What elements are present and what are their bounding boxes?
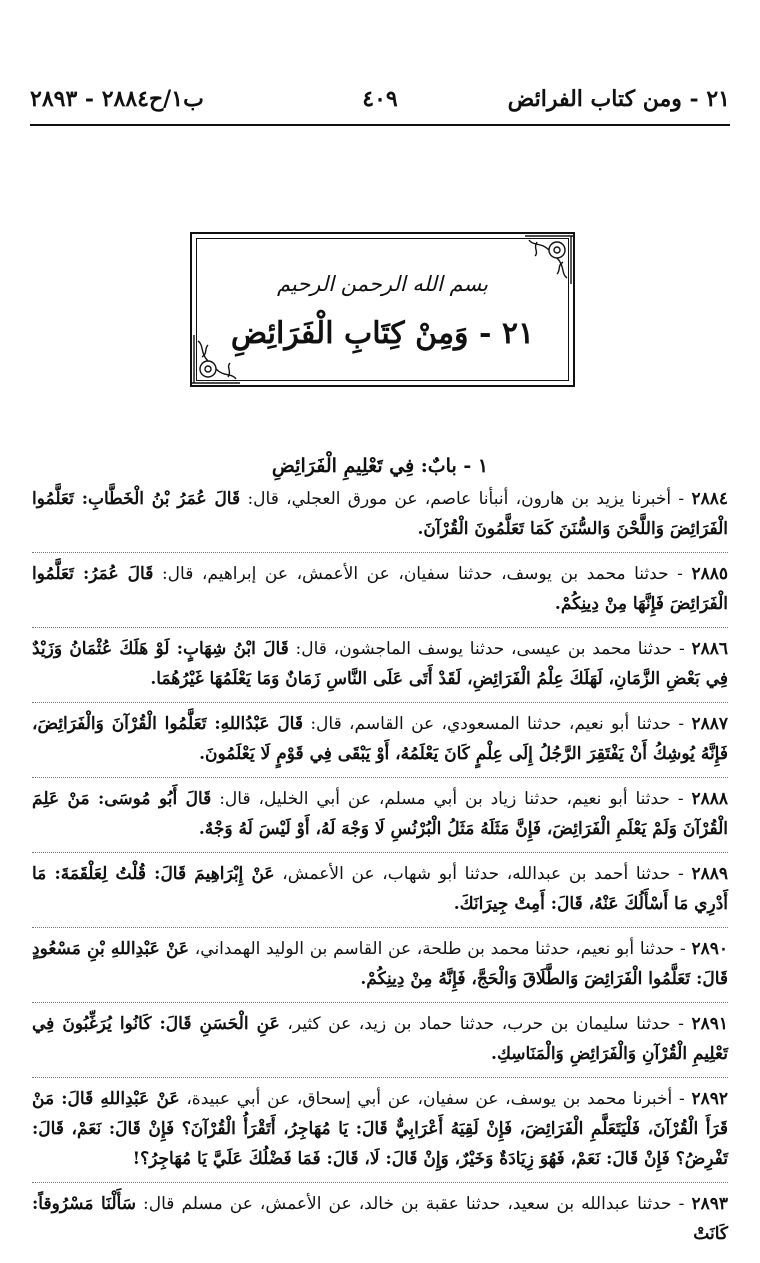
chapter-title-box [190,232,575,387]
hadith-isnad: حدثنا سليمان بن حرب، حدثنا حماد بن زيد، عن كثير، [287,1014,671,1034]
basmala: بسم الله الرحمن الرحيم [276,272,489,296]
hadith-entry: ٢٨٩٢ - أخبرنا محمد بن يوسف، عن سفيان، عن أبي إسحاق، عن أبي عبيدة، عَنْ عَبْدِاللهِ قَالَ: مَنْ قَرَأَ الْقُرْآنَ، فَلْيَتَعَلَّمِ الْفَرَائِضَ، فَإِنْ لَقِيَهُ أَعْرَابِيٌّ قَالَ: يَا مُهَاجِرُ، أَتَقْرَأُ الْقُرْآنَ؟ فَإِنْ قَالَ: نَعَمْ، قَالَ: تَفْرِضُ؟ فَإِنْ قَالَ: نَعَمْ، فَهُوَ زِيَادَةٌ وَخَيْرٌ، وَإِنْ قَالَ: لَا، قَالَ: فَمَا فَضْلُكَ عَلَيَّ يَا مُهَاجِرُ؟! [32,1084,728,1183]
hadith-number: ٢٨٨٦ [691,639,728,659]
hadith-isnad: حدثنا أبو نعيم، حدثنا المسعودي، عن القاسم، قال: [310,714,672,734]
hadith-list [32,484,728,1263]
hadith-entry: ٢٨٨٦ - حدثنا محمد بن عيسى، حدثنا يوسف الماجشون، قال: قَالَ ابْنُ شِهَابٍ: لَوْ هَلَكَ عُثْمَانُ وَزَيْدٌ فِي بَعْضِ الزَّمَانِ، لَهَلَكَ عِلْمُ الْفَرَائِضِ، لَقَدْ أَتَى عَلَى النَّاسِ زَمَانٌ وَمَا يَعْلَمُهَا غَيْرُهُمَا. [32,634,728,703]
chapter-title: ٢١ - وَمِنْ كِتَابِ الْفَرَائِضِ [230,316,535,351]
hadith-isnad: حدثنا عبدالله بن سعيد، حدثنا عقبة بن خالد، عن الأعمش، عن مسلم قال: [143,1194,672,1214]
hadith-number: ٢٨٨٧ [691,714,729,734]
hadith-matn: عَنْ عَبْدِاللهِ بْنِ مَسْعُودٍ قَالَ: تَعَلَّمُوا الْفَرَائِضَ وَالطَّلَاقَ وَالْحَجَّ، فَإِنَّهُ مِنْ دِينِكُمْ. [32,939,728,989]
hadith-entry: ٢٨٨٨ - حدثنا أبو نعيم، حدثنا زياد بن أبي مسلم، عن أبي الخليل، قال: قَالَ أَبُو مُوسَى: مَنْ عَلِمَ الْقُرْآنَ وَلَمْ يَعْلَمِ الْفَرَائِضَ، فَإِنَّ مَثَلَهُ مَثَلُ الْبُرْنُسِ لَا وَجْهَ لَهُ، أَوْ لَيْسَ لَهُ وَجْهٌ. [32,784,728,853]
hadith-isnad: حدثنا أبو نعيم، حدثنا زياد بن أبي مسلم، عن أبي الخليل، قال: [219,789,670,809]
hadith-entry: ٢٨٨٥ - حدثنا محمد بن يوسف، حدثنا سفيان، عن الأعمش، عن إبراهيم، قال: قَالَ عُمَرُ: تَعَلَّمُوا الْفَرَائِضَ فَإِنَّهَا مِنْ دِينِكُمْ. [32,559,728,628]
hadith-number: ٢٨٩١ [691,1014,729,1034]
hadith-entry: ٢٨٩٣ - حدثنا عبدالله بن سعيد، حدثنا عقبة بن خالد، عن الأعمش، عن مسلم قال: سَأَلْنَا مَسْرُوقاً: كَانَتْ [32,1194,728,1244]
hadith-isnad: أخبرنا محمد بن يوسف، عن سفيان، عن أبي إسحاق، عن أبي عبيدة، [186,1089,673,1109]
hadith-number: ٢٨٩٢ [691,1089,728,1109]
running-head-chapter: ٢١ - ومن كتاب الفرائض [507,86,730,112]
hadith-matn: سَأَلْنَا مَسْرُوقاً: كَانَتْ [32,1194,728,1244]
hadith-isnad: حدثنا محمد بن عيسى، حدثنا يوسف الماجشون، قال: [295,639,673,659]
hadith-isnad: حدثنا أبو نعيم، حدثنا محمد بن طلحة، عن القاسم بن الوليد الهمداني، [194,939,675,959]
hadith-number: ٢٨٩٠ [691,939,728,959]
hadith-matn: قَالَ عُمَرُ: تَعَلَّمُوا الْفَرَائِضَ فَإِنَّهَا مِنْ دِينِكُمْ. [32,564,728,614]
running-head-range: ب١/ح٢٨٨٤ - ٢٨٩٣ [30,86,204,112]
hadith-number: ٢٨٨٥ [691,564,729,584]
hadith-entry: ٢٨٨٩ - حدثنا أحمد بن عبدالله، حدثنا أبو شهاب، عن الأعمش، عَنْ إِبْرَاهِيمَ قَالَ: قُلْتُ لِعَلْقَمَةَ: مَا أَدْرِي مَا أَسْأَلُكَ عَنْهُ، قَالَ: أَمِتْ جِيرَانَكَ. [32,859,728,928]
hadith-isnad: حدثنا أحمد بن عبدالله، حدثنا أبو شهاب، عن الأعمش، [282,864,671,884]
running-head [30,86,730,120]
hadith-isnad: أخبرنا يزيد بن هارون، أنبأنا عاصم، عن مورق العجلي، قال: [247,489,672,509]
hadith-matn: قَالَ عُمَرُ بْنُ الْخَطَّابِ: تَعَلَّمُوا الْفَرَائِضَ وَاللَّحْنَ وَالسُّنَنَ كَمَا تَعَلَّمُونَ الْقُرْآنَ. [32,489,728,539]
hadith-number: ٢٨٨٤ [691,489,729,509]
section-title: ١ - بابٌ: فِي تَعْلِيمِ الْفَرَائِضِ [271,455,489,477]
hadith-matn: قَالَ ابْنُ شِهَابٍ: لَوْ هَلَكَ عُثْمَانُ وَزَيْدٌ فِي بَعْضِ الزَّمَانِ، لَهَلَكَ عِلْمُ الْفَرَائِضِ، لَقَدْ أَتَى عَلَى النَّاسِ زَمَانٌ وَمَا يَعْلَمُهَا غَيْرُهُمَا. [32,639,728,689]
hadith-isnad: حدثنا محمد بن يوسف، حدثنا سفيان، عن الأعمش، عن إبراهيم، قال: [161,564,669,584]
hadith-number: ٢٨٨٨ [691,789,729,809]
hadith-matn: قَالَ أَبُو مُوسَى: مَنْ عَلِمَ الْقُرْآنَ وَلَمْ يَعْلَمِ الْفَرَائِضَ، فَإِنَّ مَثَلَهُ مَثَلُ الْبُرْنُسِ لَا وَجْهَ لَهُ، أَوْ لَيْسَ لَهُ وَجْهٌ. [32,789,728,839]
hadith-matn: عَنْ إِبْرَاهِيمَ قَالَ: قُلْتُ لِعَلْقَمَةَ: مَا أَدْرِي مَا أَسْأَلُكَ عَنْهُ، قَالَ: أَمِتْ جِيرَانَكَ. [32,864,728,914]
hadith-number: ٢٨٩٣ [691,1194,728,1214]
header-rule [30,124,730,126]
hadith-number: ٢٨٨٩ [691,864,728,884]
title-box-inner-border [196,238,569,381]
hadith-entry: ٢٨٩١ - حدثنا سليمان بن حرب، حدثنا حماد بن زيد، عن كثير، عَنِ الْحَسَنِ قَالَ: كَانُوا يُرَغِّبُونَ فِي تَعْلِيمِ الْقُرْآنِ وَالْفَرَائِضِ وَالْمَنَاسِكِ. [32,1009,728,1078]
hadith-entry: ٢٨٨٧ - حدثنا أبو نعيم، حدثنا المسعودي، عن القاسم، قال: قَالَ عَبْدُاللهِ: تَعَلَّمُوا الْقُرْآنَ وَالْفَرَائِضَ، فَإِنَّهُ يُوشِكُ أَنْ يَفْتَقِرَ الرَّجُلُ إِلَى عِلْمٍ كَانَ يَعْلَمُهُ، أَوْ يَبْقَى فِي قَوْمٍ لَا يَعْلَمُونَ. [32,709,728,778]
hadith-entry: ٢٨٩٠ - حدثنا أبو نعيم، حدثنا محمد بن طلحة، عن القاسم بن الوليد الهمداني، عَنْ عَبْدِاللهِ بْنِ مَسْعُودٍ قَالَ: تَعَلَّمُوا الْفَرَائِضَ وَالطَّلَاقَ وَالْحَجَّ، فَإِنَّهُ مِنْ دِينِكُمْ. [32,934,728,1003]
hadith-matn: عَنْ عَبْدِاللهِ قَالَ: مَنْ قَرَأَ الْقُرْآنَ، فَلْيَتَعَلَّمِ الْفَرَائِضَ، فَإِنْ لَقِيَهُ أَعْرَابِيٌّ قَالَ: يَا مُهَاجِرُ، أَتَقْرَأُ الْقُرْآنَ؟ فَإِنْ قَالَ: نَعَمْ، قَالَ: تَفْرِضُ؟ فَإِنْ قَالَ: نَعَمْ، فَهُوَ زِيَادَةٌ وَخَيْرٌ، وَإِنْ قَالَ: لَا، قَالَ: فَمَا فَضْلُكَ عَلَيَّ يَا مُهَاجِرُ؟! [32,1089,728,1169]
hadith-matn: قَالَ عَبْدُاللهِ: تَعَلَّمُوا الْقُرْآنَ وَالْفَرَائِضَ، فَإِنَّهُ يُوشِكُ أَنْ يَفْتَقِرَ الرَّجُلُ إِلَى عِلْمٍ كَانَ يَعْلَمُهُ، أَوْ يَبْقَى فِي قَوْمٍ لَا يَعْلَمُونَ. [32,714,728,764]
page-number: ٤٠٩ [362,86,398,112]
hadith-entry: ٢٨٨٤ - أخبرنا يزيد بن هارون، أنبأنا عاصم، عن مورق العجلي، قال: قَالَ عُمَرُ بْنُ الْخَطَّابِ: تَعَلَّمُوا الْفَرَائِضَ وَاللَّحْنَ وَالسُّنَنَ كَمَا تَعَلَّمُونَ الْقُرْآنَ. [32,484,728,553]
hadith-matn: عَنِ الْحَسَنِ قَالَ: كَانُوا يُرَغِّبُونَ فِي تَعْلِيمِ الْقُرْآنِ وَالْفَرَائِضِ وَالْمَنَاسِكِ. [32,1014,728,1064]
